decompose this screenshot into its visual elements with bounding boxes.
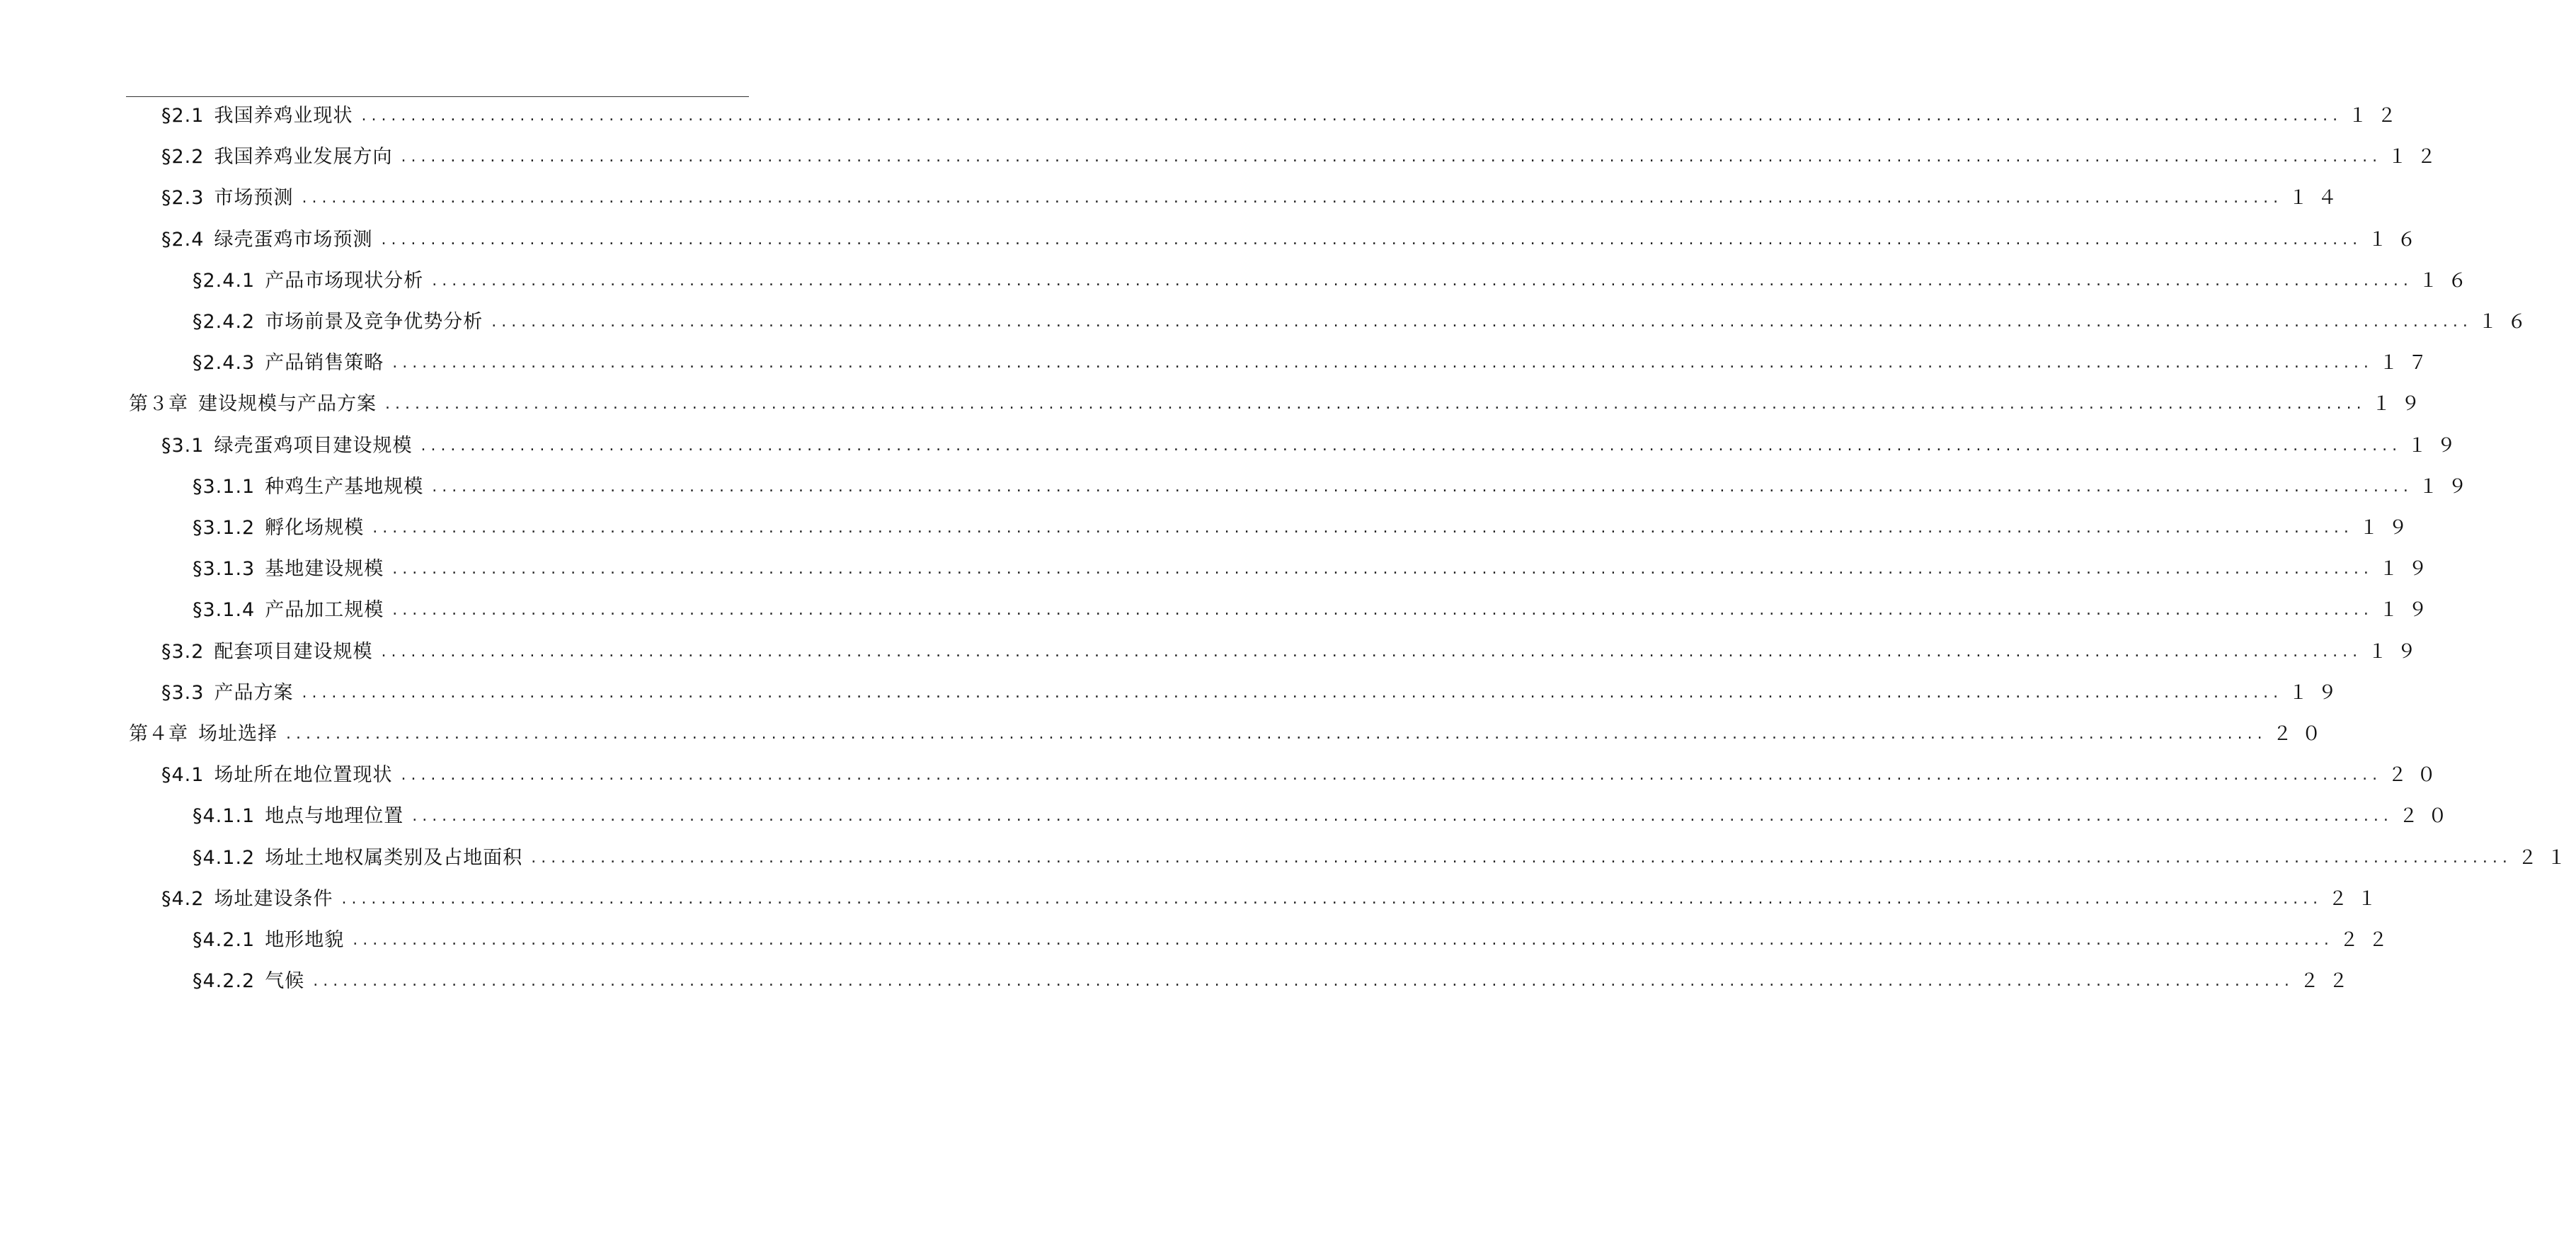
toc-row[interactable]: [0, 671, 2347, 716]
toc-entry: [161, 93, 2407, 139]
toc-section-title: 产品销售策略: [265, 352, 384, 375]
toc-dot-leader: ........................................................................................................................................................................................................: [392, 354, 2374, 372]
toc-section-title: 场址建设条件: [214, 887, 333, 910]
toc-section-title: 产品方案: [214, 681, 294, 704]
toc-row[interactable]: [0, 135, 2446, 180]
toc-dot-leader: ........................................................................................................................................................................................................: [491, 313, 2473, 331]
toc-section-title: 基地建设规模: [265, 558, 384, 581]
toc-dot-leader: ........................................................................................................................................................................................................: [381, 230, 2363, 249]
toc-entry: [193, 547, 2437, 592]
toc-entry: [161, 135, 2446, 180]
toc-row[interactable]: [0, 629, 2427, 675]
toc-section-title: 地点与地理位置: [265, 805, 404, 828]
toc-dot-leader: ........................................................................................................................................................................................................: [531, 848, 2512, 867]
toc-entry: [193, 588, 2437, 633]
toc-section-title: 气候: [265, 970, 305, 993]
toc-dot-leader: ........................................................................................................................................................................................................: [353, 931, 2334, 949]
toc-page-number: １９: [2378, 599, 2437, 622]
toc-page-number: １９: [2378, 558, 2437, 581]
toc-entry: [193, 258, 2477, 304]
toc-entry: [161, 877, 2387, 922]
toc-section-number: §3.3: [161, 681, 205, 704]
toc-section-number: §3.1: [161, 434, 205, 457]
toc-page-number: １９: [2289, 681, 2347, 704]
toc-entry: [161, 423, 2466, 469]
toc-entry: [161, 217, 2427, 263]
toc-row[interactable]: [0, 258, 2477, 304]
toc-dot-leader: ........................................................................................................................................................................................................: [361, 107, 2343, 125]
toc-dot-leader: ........................................................................................................................................................................................................: [341, 889, 2323, 908]
toc-row[interactable]: [0, 547, 2437, 592]
toc-page-number: １９: [2418, 475, 2477, 498]
toc-page-number: ２１: [2328, 887, 2387, 910]
toc-row[interactable]: [0, 176, 2347, 221]
toc-dot-leader: ........................................................................................................................................................................................................: [412, 807, 2393, 826]
toc-dot-leader: ........................................................................................................................................................................................................: [385, 395, 2366, 414]
toc-entry: [193, 959, 2358, 1004]
toc-row[interactable]: [0, 712, 2331, 757]
toc-row[interactable]: [0, 465, 2477, 510]
toc-row[interactable]: [0, 423, 2466, 469]
toc-section-title: 建设规模与产品方案: [198, 393, 377, 416]
toc-section-title: 场址所在地位置现状: [214, 764, 393, 787]
toc-row[interactable]: [0, 588, 2437, 633]
toc-page-number: ２０: [2388, 764, 2446, 787]
toc-section-number: §2.1: [161, 105, 205, 127]
toc-section-number: 第３章: [129, 393, 188, 416]
toc-section-number: §4.1: [161, 764, 205, 787]
toc-dot-leader: ........................................................................................................................................................................................................: [302, 683, 2284, 702]
toc-section-number: §3.1.4: [193, 599, 256, 622]
toc-section-title: 市场预测: [214, 187, 294, 210]
toc-section-number: §4.1.1: [193, 805, 256, 828]
toc-section-title: 我国养鸡业现状: [214, 105, 353, 127]
toc-section-number: §4.2: [161, 887, 205, 910]
toc-page-number: １６: [2478, 311, 2536, 333]
toc-section-title: 产品加工规模: [265, 599, 384, 622]
toc-page-number: ２２: [2299, 970, 2358, 993]
toc-section-title: 孵化场规模: [265, 517, 365, 539]
toc-section-number: 第４章: [129, 723, 188, 745]
toc-row[interactable]: [0, 753, 2446, 798]
toc-section-number: §2.3: [161, 187, 205, 210]
toc-entry: [129, 712, 2331, 757]
toc-section-title: 产品市场现状分析: [265, 269, 424, 292]
toc-page-number: １４: [2289, 187, 2347, 210]
toc-section-title: 我国养鸡业发展方向: [214, 146, 393, 169]
toc-dot-leader: ........................................................................................................................................................................................................: [372, 519, 2354, 537]
toc-entry: [161, 753, 2446, 798]
toc-section-title: 种鸡生产基地规模: [265, 475, 424, 498]
toc-section-title: 场址土地权属类别及占地面积: [265, 846, 523, 869]
toc-row[interactable]: [0, 217, 2427, 263]
toc-page-number: １７: [2378, 352, 2437, 375]
toc-page-number: １９: [2371, 393, 2430, 416]
toc-row[interactable]: [0, 877, 2387, 922]
toc-row[interactable]: [0, 300, 2536, 345]
toc-page-number: １２: [2388, 146, 2446, 169]
toc-page-number: １６: [2418, 269, 2477, 292]
toc-page-number: ２０: [2272, 723, 2331, 745]
toc-page-number: ２１: [2517, 846, 2576, 869]
toc-page-number: １９: [2359, 517, 2417, 539]
toc-section-number: §4.2.1: [193, 929, 256, 951]
toc-row[interactable]: [0, 836, 2576, 881]
toc-section-number: §4.1.2: [193, 846, 256, 869]
toc-dot-leader: ........................................................................................................................................................................................................: [432, 271, 2413, 290]
toc-page-number: １６: [2368, 228, 2427, 251]
toc-entry: [161, 176, 2347, 221]
toc-entry: [193, 506, 2417, 551]
toc-dot-leader: ........................................................................................................................................................................................................: [302, 189, 2284, 207]
toc-row[interactable]: [0, 959, 2358, 1004]
toc-section-number: §2.4.3: [193, 352, 256, 375]
toc-section-number: §4.2.2: [193, 970, 256, 993]
toc-section-title: 地形地貌: [265, 929, 345, 951]
toc-row[interactable]: [0, 506, 2417, 551]
toc-section-number: §2.2: [161, 146, 205, 169]
toc-section-number: §2.4.2: [193, 311, 256, 333]
toc-entry: [161, 629, 2427, 675]
toc-row[interactable]: [0, 382, 2430, 427]
toc-section-number: §3.1.2: [193, 517, 256, 539]
toc-entry: [129, 382, 2430, 427]
toc-page-number: １９: [2368, 640, 2427, 663]
toc-entry: [193, 465, 2477, 510]
toc-section-number: §2.4: [161, 228, 205, 251]
toc-section-title: 配套项目建设规模: [214, 640, 373, 663]
toc-section-title: 绿壳蛋鸡项目建设规模: [214, 434, 413, 457]
toc-row[interactable]: [0, 918, 2398, 963]
toc-section-title: 场址选择: [198, 723, 277, 745]
toc-row[interactable]: [0, 794, 2457, 839]
toc-page-number: １９: [2408, 434, 2466, 457]
toc-dot-leader: ........................................................................................................................................................................................................: [392, 601, 2374, 620]
toc-dot-leader: ........................................................................................................................................................................................................: [392, 560, 2374, 579]
toc-page-number: ２０: [2398, 805, 2457, 828]
toc-dot-leader: ........................................................................................................................................................................................................: [432, 477, 2413, 496]
toc-page-number: ２２: [2339, 929, 2398, 951]
toc-page-number: １２: [2348, 105, 2407, 127]
toc-row[interactable]: [0, 341, 2437, 386]
toc-dot-leader: ........................................................................................................................................................................................................: [313, 972, 2294, 991]
toc-dot-leader: ........................................................................................................................................................................................................: [381, 642, 2363, 661]
toc-section-number: §3.1.3: [193, 558, 256, 581]
toc-entry: [193, 918, 2398, 963]
toc-section-title: 市场前景及竞争优势分析: [265, 311, 483, 333]
toc-section-number: §3.1.1: [193, 475, 256, 498]
toc-entry: [193, 794, 2457, 839]
toc-entry: [193, 300, 2536, 345]
toc-dot-leader: ........................................................................................................................................................................................................: [286, 725, 2267, 743]
toc-entry: [193, 836, 2576, 881]
toc-dot-leader: ........................................................................................................................................................................................................: [401, 766, 2383, 785]
toc-dot-leader: ........................................................................................................................................................................................................: [420, 436, 2403, 455]
toc-section-title: 绿壳蛋鸡市场预测: [214, 228, 373, 251]
toc-section-number: §3.2: [161, 640, 205, 663]
toc-dot-leader: ........................................................................................................................................................................................................: [401, 148, 2383, 166]
toc-entry: [161, 671, 2347, 716]
toc-section-number: §2.4.1: [193, 269, 256, 292]
toc-row[interactable]: [0, 93, 2407, 139]
toc-entry: [193, 341, 2437, 386]
